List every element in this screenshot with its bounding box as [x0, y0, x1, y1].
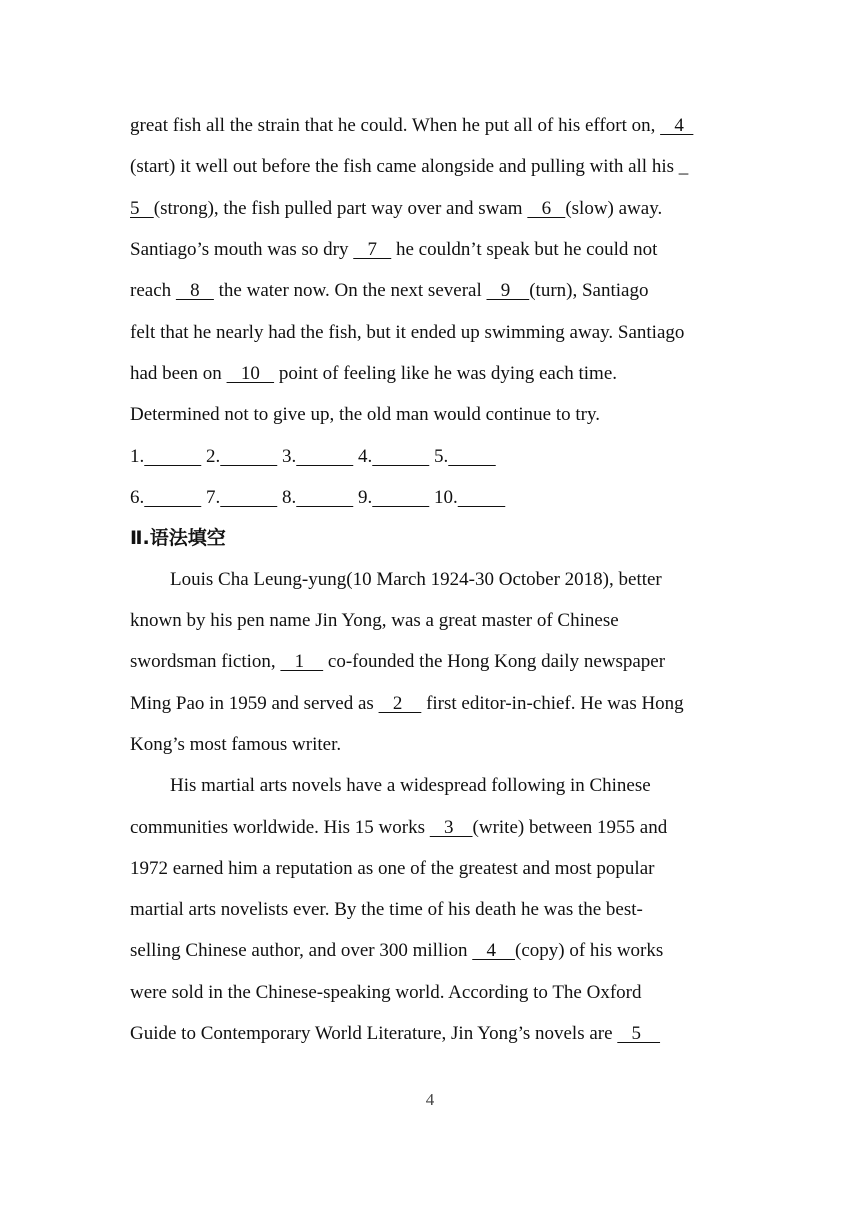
text: first editor-in-chief. He was Hong: [421, 693, 684, 714]
passage2-line-11: [130, 980, 641, 1006]
page-number: 4: [425, 1090, 435, 1109]
text: (start) it well out before the fish came alongside and pulling with all his: [130, 156, 679, 177]
passage1-line-6: [130, 320, 684, 346]
passage2-line-2: [130, 608, 619, 634]
text: reach: [130, 280, 176, 301]
blank-10[interactable]: 10: [226, 363, 275, 384]
text: the water now. On the next several: [213, 280, 487, 301]
answer-blank[interactable]: [144, 487, 201, 508]
answer-blank[interactable]: [372, 446, 429, 467]
text: had been on: [130, 363, 227, 384]
blank-2[interactable]: 2: [378, 693, 422, 714]
text: communities worldwide. His 15 works: [130, 817, 430, 838]
answer-label: 7.: [206, 487, 221, 508]
passage1-line-2: [130, 154, 688, 180]
text: he couldn’t speak but he could not: [391, 239, 658, 260]
text: Guide to Contemporary World Literature, Jin Yong’s novels are: [130, 1023, 618, 1044]
passage2-line-6: [170, 773, 651, 799]
blank-6[interactable]: 6: [527, 198, 566, 219]
blank-5[interactable]: 5: [617, 1023, 661, 1044]
text: Louis Cha Leung-yung(10 March 1924-30 October 2018), better: [170, 569, 662, 590]
text: selling Chinese author, and over 300 million: [130, 940, 473, 961]
blank-4[interactable]: 4: [660, 115, 694, 136]
blank-5[interactable]: 5: [130, 198, 154, 219]
passage2-line-12: [130, 1021, 660, 1047]
text: felt that he nearly had the fish, but it ended up swimming away. Santiago: [130, 322, 685, 343]
passage2-line-4: [130, 691, 684, 717]
text: (strong), the fish pulled part way over and swam: [153, 198, 528, 219]
text: Determined not to give up, the old man would continue to try.: [130, 404, 600, 425]
answer-label: 8.: [282, 487, 297, 508]
answer-blank[interactable]: [220, 487, 277, 508]
passage2-line-10: [130, 938, 663, 964]
passage1-line-1: [130, 113, 693, 139]
passage2-line-7: [130, 815, 667, 841]
answer-blank[interactable]: [144, 446, 201, 467]
passage2-line-8: [130, 856, 654, 882]
blank-4[interactable]: 4: [472, 940, 515, 961]
blank-7[interactable]: 7: [353, 239, 392, 260]
answer-label: 2.: [206, 446, 221, 467]
blank-5-start[interactable]: _: [678, 156, 689, 177]
text: Kong’s most famous writer.: [130, 734, 342, 755]
answer-blank[interactable]: [372, 487, 429, 508]
passage2-line-5: [130, 732, 341, 758]
text: swordsman fiction,: [130, 651, 281, 672]
answer-row-2: [130, 485, 505, 511]
text: (turn), Santiago: [529, 280, 649, 301]
text: known by his pen name Jin Yong, was a great master of Chinese: [130, 610, 619, 631]
blank-3[interactable]: 3: [429, 817, 473, 838]
answer-label: 1.: [130, 446, 145, 467]
text: martial arts novelists ever. By the time of his death he was the best-: [130, 899, 643, 920]
answer-label: 9.: [358, 487, 373, 508]
text: (slow) away.: [565, 198, 663, 219]
blank-1[interactable]: 1: [280, 651, 324, 672]
text: His martial arts novels have a widespread following in Chinese: [170, 775, 651, 796]
answer-label: 5.: [434, 446, 449, 467]
blank-9[interactable]: 9: [486, 280, 530, 301]
answer-row-1: [130, 444, 496, 470]
section-heading: Ⅱ.语法填空: [130, 527, 226, 549]
text: co-founded the Hong Kong daily newspaper: [323, 651, 666, 672]
answer-label: 4.: [358, 446, 373, 467]
passage1-line-7: [130, 361, 617, 387]
passage1-line-8: [130, 402, 600, 428]
answer-blank[interactable]: [220, 446, 277, 467]
answer-label: 10.: [434, 487, 458, 508]
answer-blank[interactable]: [458, 487, 506, 508]
text: 1972 earned him a reputation as one of the greatest and most popular: [130, 858, 655, 879]
blank-8[interactable]: 8: [175, 280, 214, 301]
text: Ming Pao in 1959 and served as: [130, 693, 379, 714]
passage1-line-4: [130, 237, 657, 263]
answer-blank[interactable]: [296, 487, 353, 508]
text: (copy) of his works: [515, 940, 664, 961]
passage2-line-9: [130, 897, 643, 923]
text: point of feeling like he was dying each time.: [274, 363, 618, 384]
answer-label: 3.: [282, 446, 297, 467]
text: (write) between 1955 and: [472, 817, 668, 838]
passage2-line-3: [130, 649, 665, 675]
passage1-line-3: [130, 196, 662, 222]
passage2-line-1: [170, 567, 662, 593]
answer-label: 6.: [130, 487, 145, 508]
answer-blank[interactable]: [448, 446, 496, 467]
passage1-line-5: [130, 278, 649, 304]
text: great fish all the strain that he could. When he put all of his effort on,: [130, 115, 661, 136]
answer-blank[interactable]: [296, 446, 353, 467]
text: were sold in the Chinese-speaking world. According to The Oxford: [130, 982, 642, 1003]
text: Santiago’s mouth was so dry: [130, 239, 354, 260]
